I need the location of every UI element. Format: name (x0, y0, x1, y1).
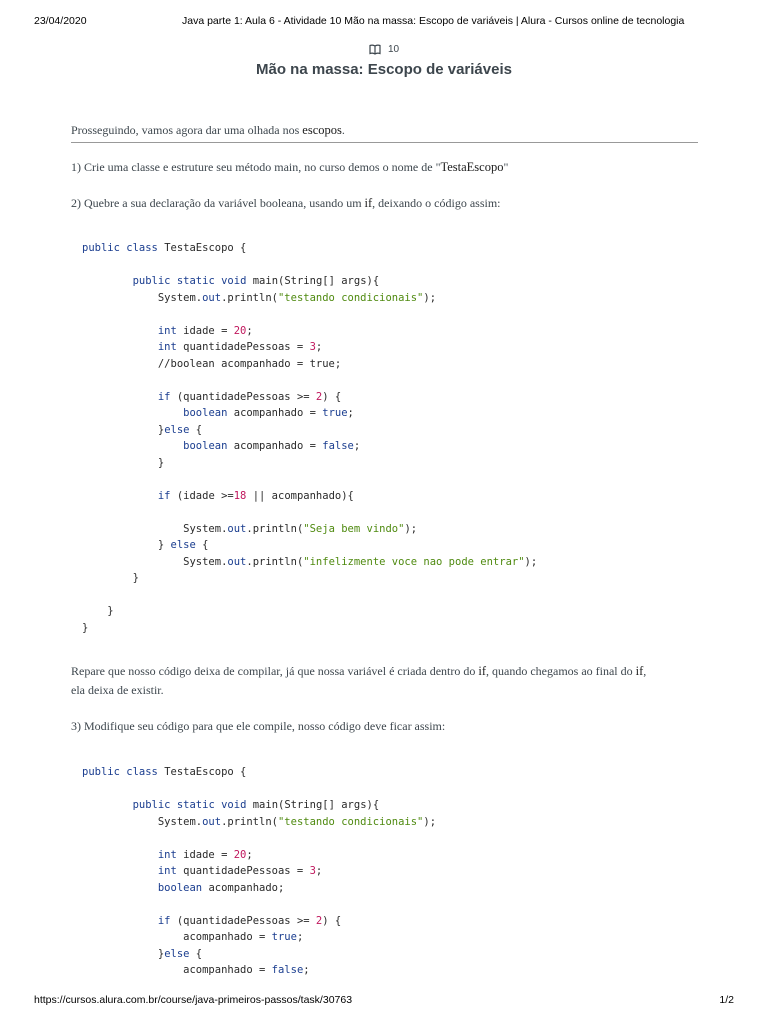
compile-note-paragraph: Repare que nosso código deixa de compilar, já que nossa variável é criada dentro do if, quando chegamos ao final do if, ela deixa de existir. (71, 664, 647, 697)
task-meta (0, 44, 768, 55)
step-3-paragraph: 3) Modifique seu código para que ele compile, nosso código deve ficar assim: (71, 719, 446, 733)
intro-paragraph: Prosseguindo, vamos agora dar uma olhada nos escopos. (71, 122, 698, 143)
task-number: 10 (387, 44, 400, 55)
step-1-emphasis: TestaEscopo (440, 160, 504, 174)
step-1-paragraph: 1) Crie uma classe e estruture seu método main, no curso demos o nome de "TestaEscopo" (71, 160, 509, 174)
step-2-paragraph: 2) Quebre a sua declaração da variável booleana, usando um if, deixando o código assim: (71, 196, 501, 210)
code-block-2: public class TestaEscopo { public static void main(String[] args){ System.out.println("testando condicionais"); int idade = 20; int quantidadePessoas = 3; boolean acompanhado; if (quantidadePessoas >= 2) { acompanhado = true; }else { acompanhado = false; (82, 766, 437, 976)
intro-emphasis: escopos (302, 123, 342, 137)
print-page-title: Java parte 1: Aula 6 - Atividade 10 Mão na massa: Escopo de variáveis | Alura - Cursos online de tecnologia (182, 15, 685, 27)
print-date: 23/04/2020 (34, 15, 87, 27)
print-header (0, 15, 768, 31)
print-url: https://cursos.alura.com.br/course/java-primeiros-passos/task/30763 (34, 994, 353, 1006)
print-footer (0, 994, 768, 1008)
task-title: Mão na massa: Escopo de variáveis (256, 61, 512, 78)
book-icon (369, 44, 381, 55)
code-block-1: public class TestaEscopo { public static void main(String[] args){ System.out.println("testando condicionais"); int idade = 20; int quantidadePessoas = 3; //boolean acompanhado = true; if (quantidadePessoas >= 2) { boolean acompanhado = true; }else { boolean acompanhado = false; } if (idade >=18 || acompanhado){ System.out.println("Seja bem vindo"); } else { System.out.println("infelizmente voce nao pode entrar"); } } } (82, 242, 538, 634)
step-2-emphasis: if (364, 196, 373, 210)
print-page-number: 1/2 (719, 994, 734, 1006)
